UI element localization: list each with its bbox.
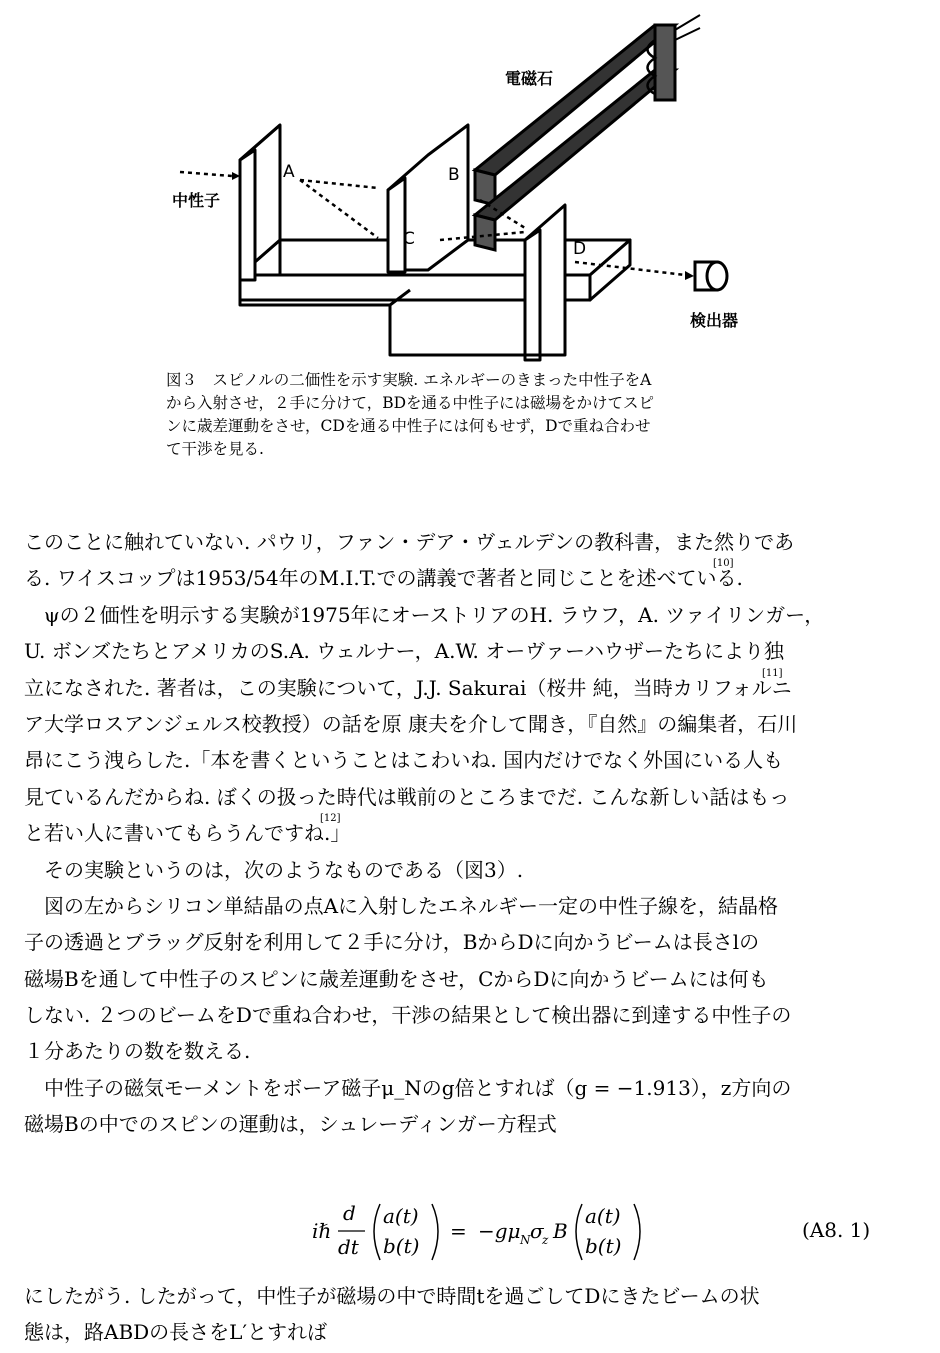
text-line-content: と若い人に書いてもらうんですね.」 [24,821,351,846]
caption-line: から入射させ，２手に分けて，BDを通る中性子には磁場をかけてスピ [166,394,655,412]
text-line-content: ア大学ロスアンジェルス校教授）の話を原 康夫を介して聞き，『自然』の編集者，石川 [24,711,798,736]
caption-line: ンに歳差運動をさせ，CDを通る中性子には何もせず，Dで重ね合わせ [166,417,651,435]
text-line [24,560,924,596]
text-line-content: ψの２価性を明示する実験が1975年にオーストリアのH. ラウフ，A. ツァイリンガー， [44,602,825,627]
eq-equals: = [450,1219,467,1243]
text-line [24,852,924,888]
experiment-figure [150,0,790,370]
text-line-content: 見ているんだからね. ぼくの扱った時代は戦前のところまでだ. こんな新しい話はもっ [24,784,790,809]
reference-marker: [12] [320,813,341,825]
text-line-content: る. ワイスコップは1953/54年のM.I.T.での講義で著者と同じことを述べている. [24,566,743,591]
text-line: にしたがう. したがって，中性子が磁場の中で時間tを過ごしてDにきたビームの状 [24,1284,760,1308]
text-line-content: 図の左からシリコン単結晶の点Aに入射したエネルギー一定の中性子線を，結晶格 [44,893,779,918]
label-D: D [573,239,587,259]
eq-ihbar: iℏ [312,1219,332,1243]
eq-sub-N: N [520,1233,531,1247]
text-line [24,1033,924,1069]
text-line [24,706,924,742]
eq-b2: b(t) [585,1234,622,1258]
text-line [24,633,924,669]
tail-text [24,1278,924,1351]
text-line-content: 磁場Bを通して中性子のスピンに歳差運動をさせ，CからDに向かうビームには何も [24,966,769,991]
eq-rhs: −gμ [478,1219,521,1243]
text-line [24,1070,924,1106]
eq-d: d [343,1201,356,1225]
text-line [24,1106,924,1142]
text-line-content: その実験というのは，次のようなものである（図3）. [44,857,524,882]
text-line-content: 中性子の磁気モーメントをボーア磁子μ_Nのg倍とすれば（g = −1.913），z方向の [44,1075,792,1100]
text-line: 態は，路ABDの長さをL′とすれば [24,1320,327,1345]
label-C: C [403,229,415,249]
caption-line: て干渉を見る. [166,440,264,458]
text-line [24,742,924,778]
silicon-crystal [240,125,630,360]
text-line-content: このことに触れていない. パウリ，ファン・デア・ヴェルデンの教科書，また然りであ [24,530,795,554]
text-line-content: 昂にこう洩らした.「本を書くということはこわいね. 国内だけでなく外国にいる人も [24,748,784,773]
detector [695,262,727,290]
label-neutron: 中性子 [172,191,221,210]
text-line-content: U. ボンズたちとアメリカのS.A. ウェルナー，A.W. オーヴァーハウザーたちにより独 [24,639,785,664]
text-line-content: 子の透過とブラッグ反射を利用して２手に分け，BからDに向かうビームは長さlの [24,930,760,955]
text-line [24,524,924,560]
text-line [24,961,924,997]
text-line [24,815,924,851]
eq-sub-z: z [542,1233,549,1247]
eq-a: a(t) [383,1204,419,1228]
caption-line: 図３ スピノルの二価性を示す実験. エネルギーのきまった中性子をA [166,371,652,389]
text-line-content: 立になされた. 著者は，この実験について，J.J. Sakurai（桜井 純，当時カリフォルニ [24,675,792,700]
eq-b: b(t) [383,1234,420,1258]
reference-marker: [11] [762,667,783,679]
body-text [24,524,924,1143]
text-line [24,888,924,924]
text-line [24,924,924,960]
equation-A8-1 [0,1198,940,1264]
reference-marker: [10] [713,558,734,570]
eq-sigma: σ [530,1219,544,1243]
label-B: B [448,165,460,185]
text-line [24,779,924,815]
label-detector: 検出器 [690,311,739,330]
label-A: A [283,162,295,182]
eq-a2: a(t) [585,1204,621,1228]
text-line-content: しない. ２つのビームをDで重ね合わせ，干渉の結果として検出器に到達する中性子の [24,1003,792,1028]
figure-caption [166,369,786,461]
label-electromagnet: 電磁石 [505,69,554,88]
electromagnet [475,15,700,250]
text-line [24,597,924,633]
text-line [24,997,924,1033]
equation-label: (A8. 1) [802,1218,871,1242]
text-line-content: １分あたりの数を数える. [24,1039,251,1064]
eq-B: B [553,1219,568,1243]
text-line [24,667,924,706]
text-line-content: 磁場Bの中でのスピンの運動は，シュレーディンガー方程式 [24,1112,557,1137]
eq-dt: dt [338,1235,359,1259]
